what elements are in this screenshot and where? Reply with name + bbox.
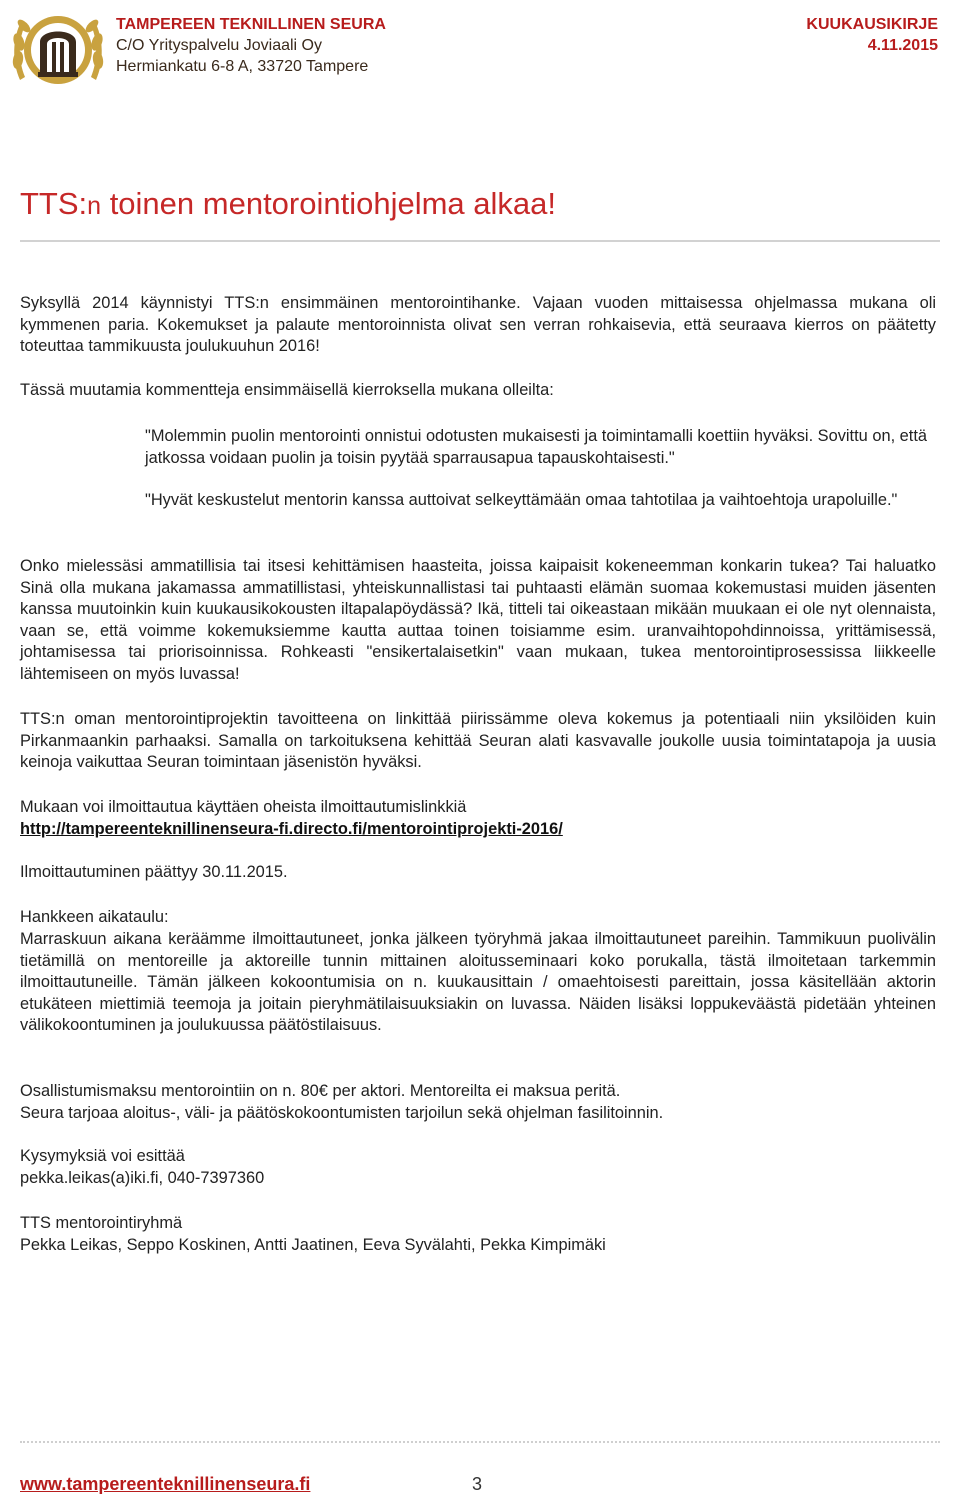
address-line-1: C/O Yrityspalvelu Joviaali Oy: [116, 37, 322, 54]
contact-info: pekka.leikas(a)iki.fi, 040-7397360: [20, 1169, 265, 1187]
document-meta: [806, 14, 938, 56]
page-title: [20, 186, 556, 222]
comments-intro: Tässä muutamia kommentteja ensimmäisellä kierroksella mukana olleilta:: [20, 381, 554, 399]
offer-text: Seura tarjoaa aloitus-, väli- ja päätöskokoontumisten tarjoilun sekä ohjelman fasilitoinnin.: [20, 1104, 664, 1122]
schedule-text: Marraskuun aikana keräämme ilmoittautuneet, jonka jälkeen työryhmä jakaa ilmoittautuneet pareihin. Tammikuun puolivälin tietämillä on mentoreille ja aktoreille tunnin mittainen aloitusseminaari koko porukalla, tästä ilmoitetaan tarkemmin ilmoittautuneille. Tämän jälkeen kokoontumisia on n. kuukausittain / omaehtoisesti pareittain, jossa käsitellään aktorin etukäteen miettimiä teemoja ja joitain pieryhmätilaisuuksiakin on luvassa. Näiden lisäksi loppukeväästä pidetään yhteinen välikokoontuminen ja joulukuussa päätöstilaisuus.: [20, 930, 936, 1035]
title-part-1: TTS:: [20, 186, 88, 221]
title-part-3: toinen mentorointiohjelma alkaa!: [101, 186, 557, 221]
schedule-heading: Hankkeen aikataulu:: [20, 908, 169, 926]
organization-name: TAMPEREEN TEKNILLINEN SEURA: [116, 16, 386, 33]
group-heading: TTS mentorointiryhmä: [20, 1214, 183, 1232]
document-date: 4.11.2015: [867, 37, 938, 54]
title-divider: [20, 240, 940, 242]
deadline-text: Ilmoittautuminen päättyy 30.11.2015.: [20, 863, 288, 881]
intro-paragraph: Syksyllä 2014 käynnistyi TTS:n ensimmäinen mentorointihanke. Vajaan vuoden mittaisessa ohjelmassa mukana oli kymmenen paria. Kokemukset ja palaute mentoroinnista olivat sen verran rohkaisevia, että seuraava kierros on päätetty toteuttaa tammikuusta joulukuuhun 2016!: [20, 294, 936, 356]
signup-link[interactable]: http://tampereenteknillinenseura-fi.directo.fi/mentorointiprojekti-2016/: [20, 820, 563, 838]
document-type: KUUKAUSIKIRJE: [806, 16, 938, 33]
address-line-2: Hermiankatu 6-8 A, 33720 Tampere: [116, 58, 369, 75]
gear-laurel-emblem-icon: [10, 2, 106, 98]
group-members: Pekka Leikas, Seppo Koskinen, Antti Jaatinen, Eeva Syvälahti, Pekka Kimpimäki: [20, 1236, 606, 1254]
question-paragraph: Onko mielessäsi ammatillisia tai itsesi kehittämisen haasteita, joissa kaipaisit kokeneemman konkarin tukea? Tai haluatko Sinä olla mukana jakamassa ammatillistasi, yhteiskunnallistasi tai puhtaasti elämän suomaa kokemustasi muiden jäsenten kanssa muutoinkin kuin kuukausikokousten iltapalapöydässä? Ikä, titteli tai oikeastaan mikään muukaan ei ole nyt olennaista, vaan se, että voimme kokemuksiemme kautta auttaa toinen toisiamme esim. uranvaihtopohdinnoissa, yrittämisessä, johtamisessa tai priorisoinnissa. Rohkeasti "ensikertalaisetkin" vaan mukaan, tukea mentorointiprosessissa liikkeelle lähtemiseen on myös luvassa!: [20, 557, 936, 683]
footer-website-link[interactable]: www.tampereenteknillinenseura.fi: [20, 1474, 311, 1494]
quote-1: "Molemmin puolin mentorointi onnistui odotusten mukaisesti ja toimintamalli koettiin hyväksi. Sovittu on, että jatkossa voidaan puolin ja toisin pyytää sparrausapua tapauskohtaisesti.": [145, 427, 928, 467]
questions-heading: Kysymyksiä voi esittää: [20, 1147, 185, 1165]
page-number: 3: [472, 1474, 483, 1494]
signup-text: Mukaan voi ilmoittautua käyttäen oheista ilmoittautumislinkkiä: [20, 798, 467, 816]
organization-header: [116, 14, 386, 77]
fee-text: Osallistumismaksu mentorointiin on n. 80€ per aktori. Mentoreilta ei maksua peritä.: [20, 1082, 621, 1100]
footer-divider: [20, 1441, 940, 1443]
title-part-2: n: [87, 192, 102, 220]
goal-paragraph: TTS:n oman mentorointiprojektin tavoitteena on linkittää piirissämme oleva kokemus ja potentiaali niin yksilöiden kuin Pirkanmaankin parhaaksi. Samalla on tarkoituksena kehittää Seuran alati kasvavalle joukolle uusia toimintatapoja ja uusia keinoja vaikuttaa Seuran toimintaan jäsenistön hyväksi.: [20, 710, 936, 772]
quote-2: "Hyvät keskustelut mentorin kanssa auttoivat selkeyttämään omaa tahtotilaa ja vaihtoehtoja urapoluille.": [145, 491, 898, 509]
